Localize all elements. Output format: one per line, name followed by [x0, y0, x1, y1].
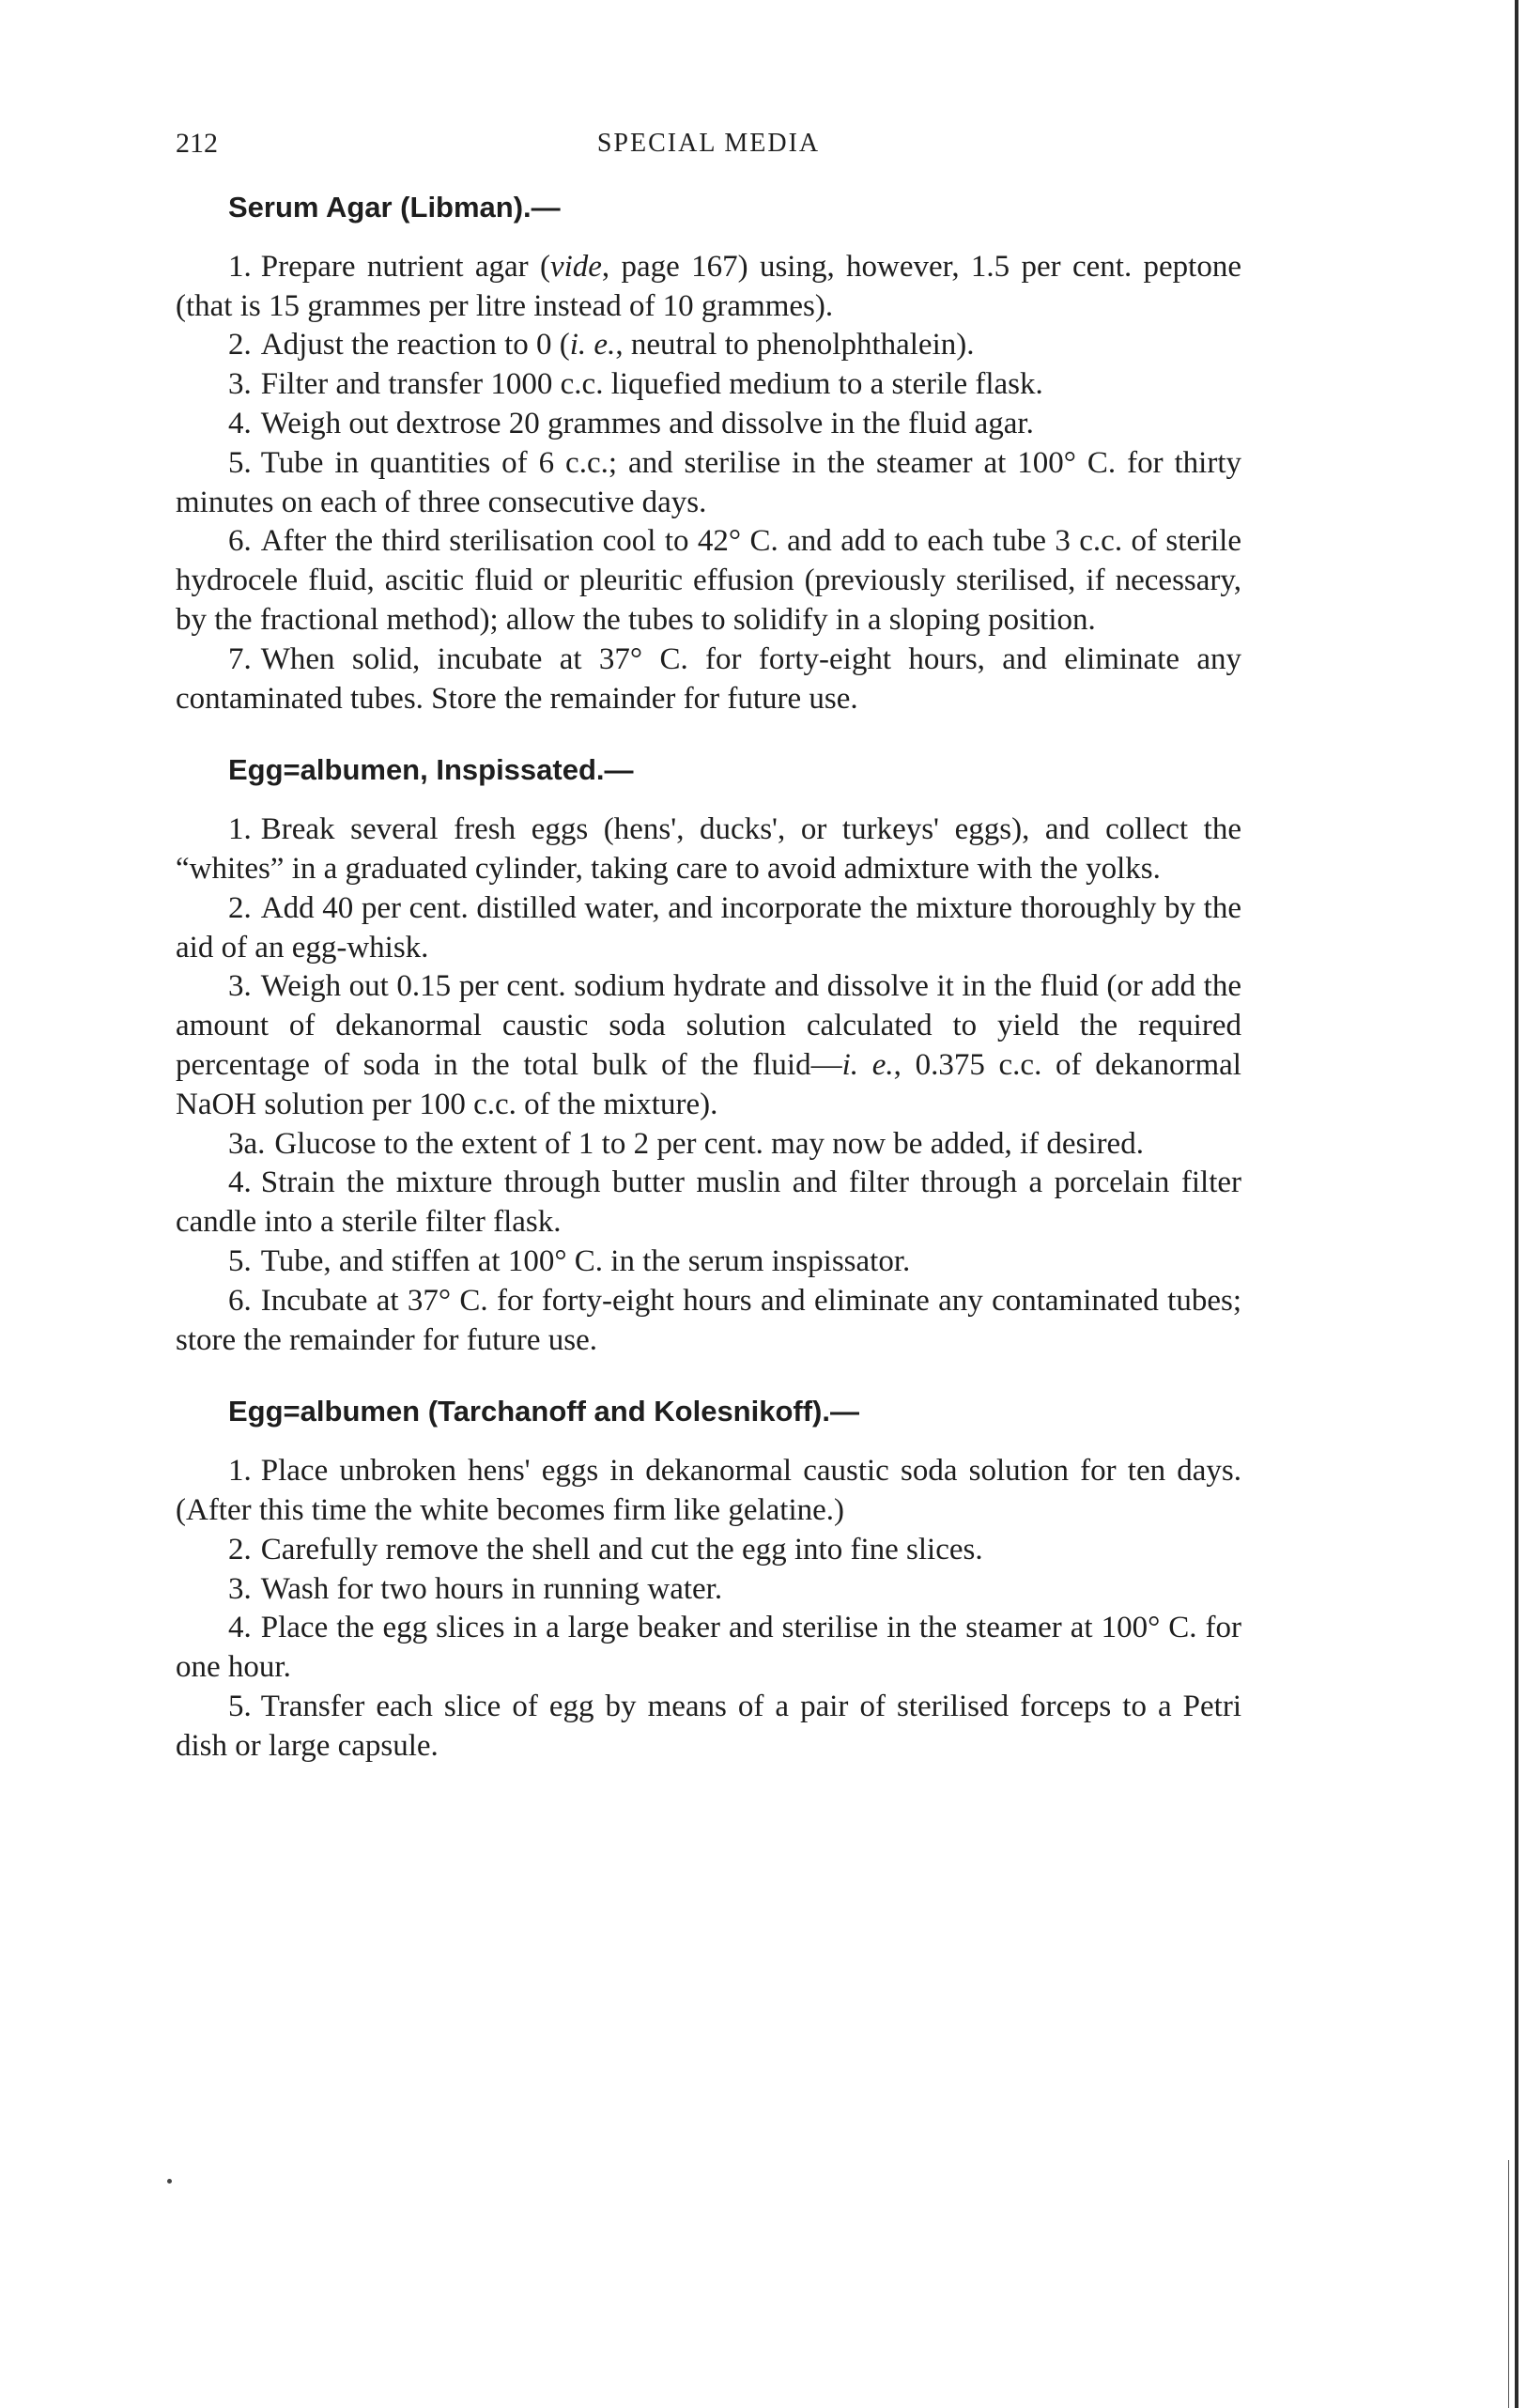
section	[176, 750, 1241, 1360]
page-number: 212	[176, 128, 218, 159]
procedure-step	[176, 1452, 1241, 1531]
procedure-step	[176, 444, 1241, 523]
step-number: 4.	[228, 1611, 252, 1645]
ink-speck	[167, 2179, 172, 2184]
step-text: Place the egg slices in a large beaker and sterilise in the steamer at 100° C. for one hour.	[176, 1611, 1241, 1685]
step-text: When solid, incubate at 37° C. for forty-eight hours, and eliminate any contaminated tubes. Store the remainder for future use.	[176, 641, 1241, 716]
step-number: 5.	[228, 1243, 252, 1278]
step-text: Weigh out 0.15 per cent. sodium hydrate and dissolve it in the fluid (or add the amount of dekanormal caustic soda solution calculated to yield the required percentage of soda in the total bulk of the fluid—	[176, 969, 1241, 1082]
procedure-step	[176, 1609, 1241, 1688]
section	[176, 1392, 1241, 1766]
step-number: 3.	[228, 367, 252, 402]
step-number: 3.	[228, 969, 252, 1004]
step-text: Place unbroken hens' eggs in dekanormal caustic soda solution for ten days. (After this time the white becomes firm like gelatine.)	[176, 1454, 1241, 1527]
step-number: 2.	[228, 1532, 252, 1567]
italic-text: vide	[549, 249, 602, 284]
step-text: Glucose to the extent of 1 to 2 per cent. may now be added, if desired.	[274, 1126, 1144, 1161]
procedure-step	[176, 326, 1241, 365]
procedure-step	[176, 1282, 1241, 1361]
step-number: 6.	[228, 1283, 252, 1318]
step-number: 3a.	[228, 1126, 266, 1161]
italic-text: i. e.	[569, 328, 616, 363]
step-text: Add 40 per cent. distilled water, and incorporate the mixture thoroughly by the aid of an egg-whisk.	[176, 890, 1241, 965]
procedure-step	[176, 1570, 1241, 1610]
step-text: Incubate at 37° C. for forty-eight hours and eliminate any contaminated tubes; store the remainder for future use.	[176, 1283, 1241, 1357]
book-page	[176, 124, 1241, 1798]
procedure-step	[176, 522, 1241, 640]
section-heading: Egg=albumen (Tarchanoff and Kolesnikoff).—	[228, 1395, 859, 1428]
procedure-step	[176, 810, 1241, 889]
step-number: 6.	[228, 524, 252, 559]
section-heading: Egg=albumen, Inspissated.—	[228, 753, 634, 787]
step-text: Break several fresh eggs (hens', ducks', or turkeys' eggs), and collect the “whites” in a graduated cylinder, taking care to avoid admixture with the yolks.	[176, 812, 1241, 886]
step-text: , neutral to phenolphthalein).	[615, 328, 975, 363]
step-text: Tube, and stiffen at 100° C. in the serum inspissator.	[260, 1243, 911, 1278]
step-number: 1.	[228, 249, 252, 284]
step-number: 2.	[228, 890, 252, 925]
procedure-step	[176, 1531, 1241, 1570]
procedure-step	[176, 889, 1241, 968]
step-text: After the third sterilisation cool to 42° C. and add to each tube 3 c.c. of sterile hydrocele fluid, ascitic fluid or pleuritic effusion (previously sterilised, if necessary, by the fractional method); allow the tubes to solidify in a sloping position.	[176, 524, 1241, 637]
step-text: , page 167) using, however, 1.5 per cent. peptone (that is 15 grammes per litre instead of 10 grammes).	[176, 249, 1242, 323]
step-number: 5.	[228, 445, 252, 480]
procedure-step	[176, 1688, 1241, 1767]
step-number: 3.	[228, 1571, 252, 1606]
step-text: Filter and transfer 1000 c.c. liquefied medium to a sterile flask.	[260, 367, 1043, 402]
italic-text: i. e.	[841, 1047, 894, 1082]
page-edge-line	[1515, 0, 1518, 2408]
step-text: Transfer each slice of egg by means of a pair of sterilised forceps to a Petri dish or large capsule.	[176, 1689, 1241, 1763]
procedure-step	[176, 248, 1241, 327]
page-content	[176, 188, 1241, 1766]
step-text: Tube in quantities of 6 c.c.; and sterilise in the steamer at 100° C. for thirty minutes on each of three consecutive days.	[176, 445, 1241, 519]
running-title: SPECIAL MEDIA	[596, 129, 821, 158]
step-number: 5.	[228, 1689, 252, 1723]
step-text: Prepare nutrient agar (	[260, 249, 550, 284]
step-text: Carefully remove the shell and cut the egg into fine slices.	[260, 1532, 983, 1567]
section	[176, 188, 1241, 718]
step-number: 1.	[228, 812, 252, 847]
step-text: Wash for two hours in running water.	[260, 1571, 723, 1606]
section-heading: Serum Agar (Libman).—	[228, 191, 561, 224]
running-head	[176, 124, 1241, 171]
step-number: 1.	[228, 1454, 252, 1489]
step-text: , 0.375 c.c. of dekanormal NaOH solution per 100 c.c. of the mixture).	[176, 1047, 1241, 1121]
step-text: Strain the mixture through butter muslin and filter through a porcelain filter candle into a sterile filter flask.	[176, 1165, 1241, 1240]
procedure-step	[176, 1125, 1241, 1165]
procedure-step	[176, 967, 1241, 1124]
procedure-step	[176, 405, 1241, 444]
procedure-step	[176, 365, 1241, 405]
procedure-step	[176, 1164, 1241, 1243]
step-number: 4.	[228, 1165, 252, 1200]
procedure-step	[176, 1243, 1241, 1282]
step-number: 4.	[228, 406, 252, 440]
step-text: Adjust the reaction to 0 (	[260, 328, 570, 363]
step-number: 2.	[228, 328, 252, 363]
procedure-step	[176, 641, 1241, 719]
page-edge-line-lower	[1508, 2160, 1509, 2408]
step-text: Weigh out dextrose 20 grammes and dissolve in the fluid agar.	[260, 406, 1034, 440]
step-number: 7.	[228, 641, 252, 676]
